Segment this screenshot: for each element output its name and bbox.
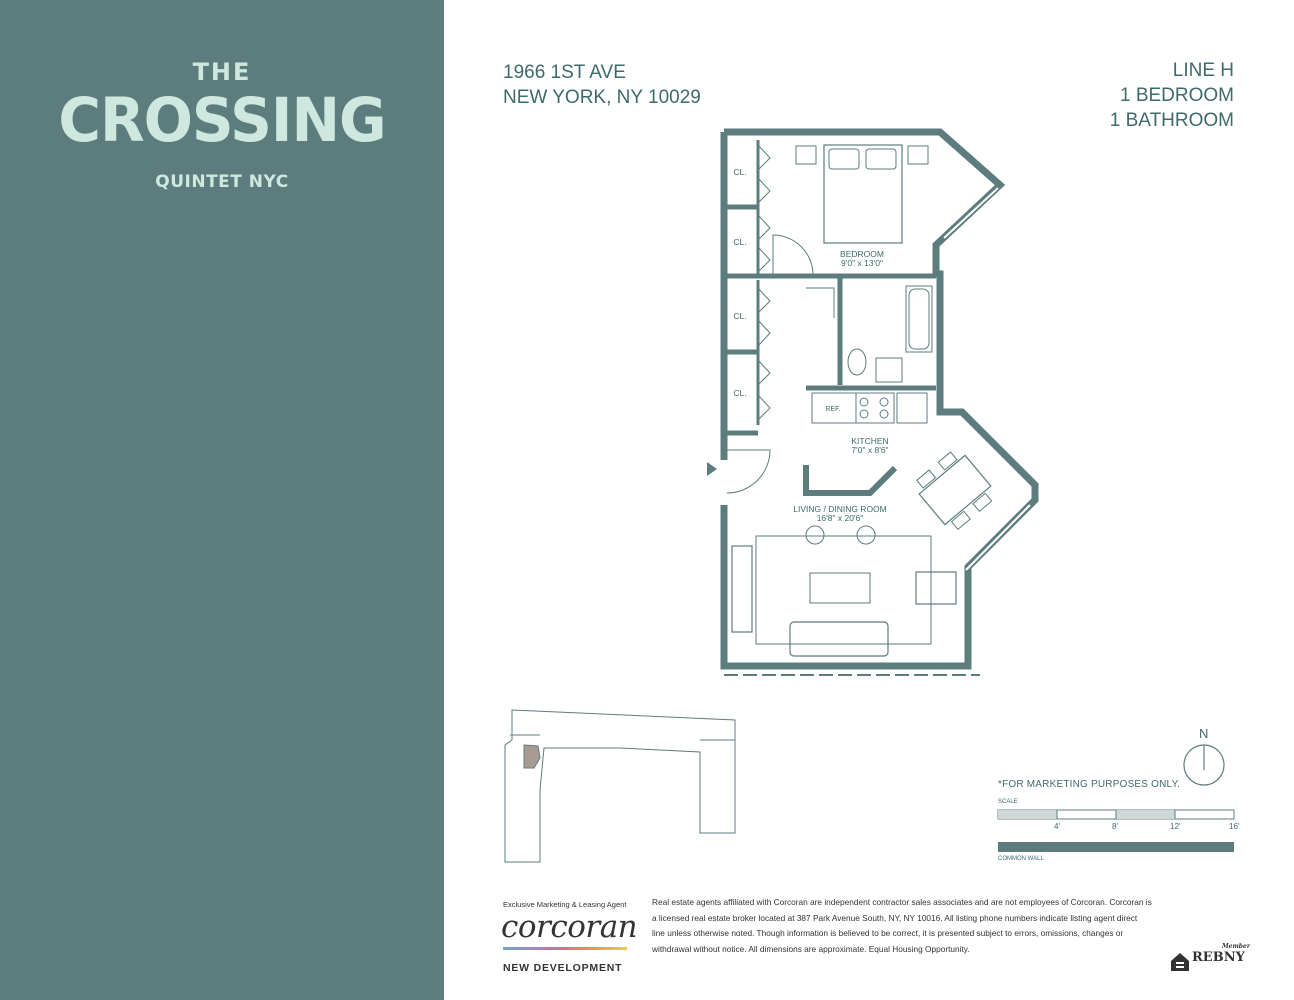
scale-bar bbox=[998, 810, 1234, 819]
key-plan bbox=[505, 710, 735, 862]
coffee-table bbox=[810, 573, 870, 603]
address-city: NEW YORK, NY 10029 bbox=[503, 87, 701, 108]
brand-the: THE bbox=[192, 58, 252, 86]
bed bbox=[824, 145, 902, 243]
bedroom-dims: 9'0" x 13'0" bbox=[841, 258, 883, 268]
kitchen-name: KITCHEN bbox=[851, 436, 889, 446]
armchair bbox=[916, 572, 956, 604]
brand-subtitle: QUINTET NYC bbox=[155, 172, 289, 192]
marketing-disclaimer: *FOR MARKETING PURPOSES ONLY. bbox=[998, 779, 1181, 790]
equal-housing-icon bbox=[1170, 952, 1190, 972]
common-wall-label: COMMON WALL bbox=[998, 856, 1044, 862]
corcoran-logo: corcoran bbox=[501, 909, 638, 945]
kitchen-sink bbox=[897, 393, 927, 423]
nightstand-right bbox=[908, 146, 928, 164]
area-rug bbox=[756, 536, 931, 644]
bathtub bbox=[906, 286, 932, 352]
legal-disclaimer: Real estate agents affiliated with Corcoran are independent contractor sales associates and are not employees of Corcoran. Corcoran is a licensed real estate broker located at 387 Park Avenue South, NY, NY 10016. All listing phone numbers indicate listing agent direct line unless otherwise noted. Though information is believed to be correct, it is presented subject to errors, omissions, changes or withdrawal without notice. All dimensions are approximate. Equal Housing Opportunity. bbox=[652, 897, 1152, 954]
stool-right bbox=[857, 526, 875, 544]
scale-tick-8: 8' bbox=[1112, 822, 1118, 831]
closet-label-2: CL. bbox=[733, 237, 747, 247]
scale-tick-16: 16' bbox=[1229, 822, 1240, 831]
agent-label: Exclusive Marketing & Leasing Agent bbox=[503, 900, 627, 909]
unit-bedrooms: 1 BEDROOM bbox=[1119, 85, 1234, 106]
closet-label-4: CL. bbox=[733, 388, 747, 398]
kitchen-peninsula bbox=[806, 465, 895, 493]
bath-door bbox=[806, 288, 834, 318]
closet-label-3: CL. bbox=[733, 311, 747, 321]
bathtub-inner bbox=[909, 289, 929, 349]
scale-tick-4: 4' bbox=[1054, 822, 1060, 831]
outer-wall bbox=[724, 132, 1035, 666]
logo-gradient-bar bbox=[503, 947, 627, 950]
new-development-label: NEW DEVELOPMENT bbox=[503, 962, 623, 974]
sofa bbox=[790, 622, 888, 656]
dining-table bbox=[919, 455, 991, 524]
brand-title: CROSSING bbox=[58, 84, 386, 156]
bedroom-name: BEDROOM bbox=[840, 249, 884, 259]
address-street: 1966 1ST AVE bbox=[503, 62, 626, 83]
kitchen-dims: 7'0" x 8'6" bbox=[851, 445, 889, 455]
scale-tick-12: 12' bbox=[1170, 822, 1181, 831]
closet-label-1: CL. bbox=[733, 167, 747, 177]
rebny-text: REBNY bbox=[1192, 950, 1245, 965]
toilet bbox=[848, 349, 866, 375]
key-plan-unit-highlight bbox=[524, 745, 540, 768]
unit-line: LINE H bbox=[1172, 60, 1234, 81]
common-wall-swatch bbox=[998, 842, 1234, 852]
unit-bathrooms: 1 BATHROOM bbox=[1109, 110, 1234, 131]
bath-sink bbox=[876, 358, 902, 382]
living-dims: 16'8" x 20'6" bbox=[816, 513, 864, 523]
entry-door bbox=[727, 450, 770, 493]
ref-label: REF. bbox=[825, 406, 841, 413]
nightstand-left bbox=[796, 146, 816, 164]
scale-label: SCALE bbox=[998, 799, 1018, 805]
rebny-logo bbox=[1192, 943, 1250, 965]
entry-arrow bbox=[707, 462, 717, 476]
living-name: LIVING / DINING ROOM bbox=[793, 504, 887, 514]
bedroom-door bbox=[773, 235, 813, 275]
range bbox=[856, 393, 894, 423]
stool-left bbox=[806, 526, 824, 544]
rebny-member: Member bbox=[1222, 943, 1250, 950]
compass-north-label: N bbox=[1199, 726, 1209, 741]
media-console bbox=[732, 546, 752, 632]
